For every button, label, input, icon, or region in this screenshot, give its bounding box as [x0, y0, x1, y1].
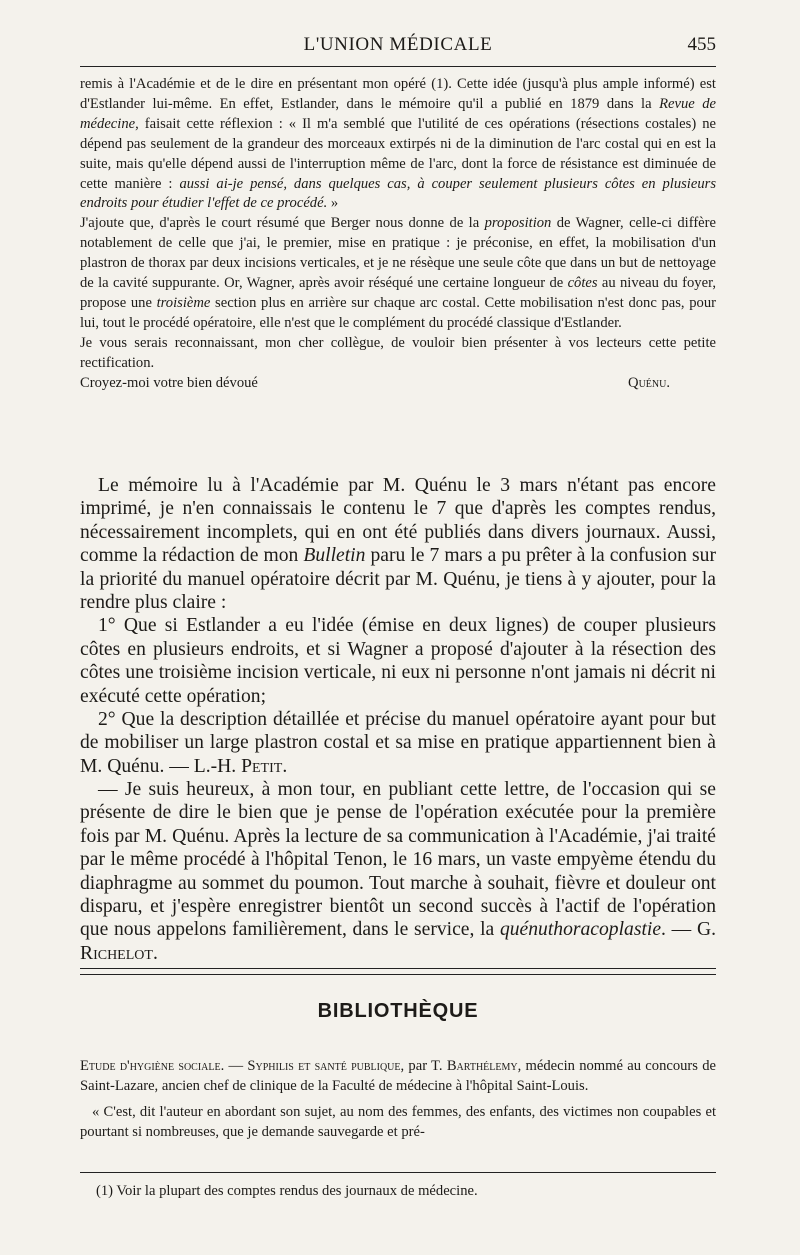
commentary-point-2: 2° Que la description détaillée et précise du manuel opératoire ayant pour but de mobiliser un large plastron costal et sa mise en pratique appartiennent bien à M. Quénu. — L.-H. Petit. [80, 709, 716, 777]
bibliotheque-heading: BIBLIOTHÈQUE [317, 1000, 479, 1022]
header-rule [80, 66, 716, 67]
richelot-section [80, 778, 716, 965]
commentary-paragraph: Le mémoire lu à l'Académie par M. Quénu le 3 mars n'étant pas encore imprimé, je n'en connaissais le contenu le 7 que d'après les comptes rendus, nécessairement incomplets, qui en ont été publiés dans divers journaux. Aussi, comme la rédaction de mon Bulletin paru le 7 mars a pu prêter à la confusion sur la priorité du manuel opératoire décrit par M. Quénu, je tiens à y ajouter, pour la rendre plus claire : [80, 475, 716, 614]
letter-paragraph: Je vous serais reconnaissant, mon cher collègue, de vouloir bien présenter à vos lecteurs cette petite rectification. [80, 334, 716, 371]
procedure-term: quénuthoracoplastie [499, 919, 662, 941]
author-name: Richelot [80, 942, 153, 964]
estlander-quote: aussi ai-je pensé, dans quelques cas, à couper seulement plusieurs côtes en plusieurs endroits pour étudier l'effet de ce procédé. [80, 175, 716, 212]
footnote-rule [80, 1172, 716, 1173]
letter-closing: Croyez-moi votre bien dévoué Quénu. [80, 374, 716, 394]
commentary-point-1: 1° Que si Estlander a eu l'idée (émise en deux lignes) de couper plusieurs côtes en plusieurs endroits, et si Wagner a proposé d'ajouter à la résection des côtes une troisième incision verticale, ni eux ni personne n'ont jamais ni décrit ni exécuté cette opération; [80, 615, 716, 707]
book-title: Syphilis et santé publique [247, 1058, 401, 1074]
letter-paragraph: remis à l'Académie et de le dire en présentant mon opéré (1). Cette idée (jusqu'à plus ample informé) est d'Estlander lui-même. En effet, Estlander, dans le mémoire qu'il a publié en 1879 dans la Revue de médecine, faisait cette réflexion : « Il m'a semblé que l'utilité de ces opérations (résections costales) ne dépend pas seulement de la grandeur des morceaux extirpés ni de la diminution de l'arc costal qui en est la suite, mais qu'elle dépend aussi de l'interruption même de l'arc, dont la force de résistance est diminuée de cette manière : aussi ai-je pensé, dans quelques cas, à couper seulement plusieurs côtes en plusieurs endroits pour étudier l'effet de ce procédé. » [80, 76, 716, 212]
author-name: Petit [241, 755, 283, 777]
letter-section [80, 75, 716, 394]
page-number: 455 [687, 34, 716, 55]
footnote: (1) Voir la plupart des comptes rendus des journaux de médecine. [96, 1183, 478, 1199]
book-entry: Etude d'hygiène sociale. — Syphilis et santé publique, par T. Barthélemy, médecin nommé au concours de Saint-Lazare, ancien chef de clinique de la Faculté de médecine à l'hôpital Saint-Louis. [80, 1058, 717, 1094]
commentary-section [80, 474, 716, 778]
journal-name: Revue de médecine [80, 95, 716, 132]
book-series: Etude d'hygiène sociale. [80, 1058, 225, 1074]
richelot-paragraph: — Je suis heureux, à mon tour, en publiant cette lettre, de l'occasion qui se présente de dire le bien que je pense de l'opération exécutée pour la première fois par M. Quénu. Après la lecture de sa communication à l'Académie, j'ai traité par le même procédé à l'hôpital Tenon, le 16 mars, un vaste empyème étendu du diaphragme au sommet du poumon. Tout marche à souhait, fièvre et douleur ont disparu, et j'espère enregistrer bientôt un second succès à l'actif de l'opération que nous appelons familièrement, dans le service, la quénuthoracoplastie. — G. Richelot. [80, 779, 716, 964]
signature: Quénu. [628, 374, 670, 391]
journal-title: L'UNION MÉDICALE [303, 34, 493, 55]
book-author: Barthélemy [446, 1058, 518, 1074]
section-divider [80, 968, 716, 975]
running-header [80, 34, 716, 60]
bibliotheque-section [80, 1057, 716, 1143]
bulletin-name: Bulletin [303, 545, 366, 567]
book-quote: « C'est, dit l'auteur en abordant son sujet, au nom des femmes, des enfants, des victimes non coupables et pourtant si nombreuses, que je demande sauvegarde et pré- [80, 1103, 716, 1140]
letter-paragraph: J'ajoute que, d'après le court résumé que Berger nous donne de la proposition de Wagner, celle-ci diffère notablement de celle que j'ai, le premier, mise en pratique : je préconise, en effet, la mobilisation d'un plastron de thorax par deux incisions verticales, et je ne résèque une seule côte que dans un but de nettoyage de la cavité suppurante. Or, Wagner, après avoir réséqué une certaine longueur de côtes au niveau du foyer, propose une troisième section plus en arrière sur chaque arc costal. Cette mobilisation n'est donc pas, pour lui, tout le procédé opératoire, elle n'est que le complément du procédé classique d'Estlander. [80, 215, 717, 331]
